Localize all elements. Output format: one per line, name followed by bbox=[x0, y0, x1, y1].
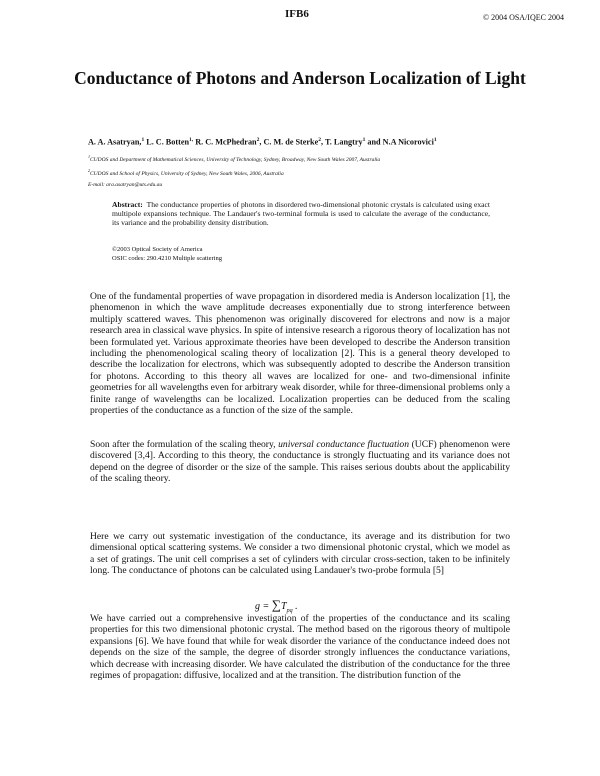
header-code: IFB6 bbox=[285, 8, 309, 20]
abstract-text: The conductance properties of photons in disordered two-dimensional photonic crystals is calculated using exact multipole expansions technique. The Landauer's two-terminal formula is used to calculate the average of the conductance, its variance and the probability density distribution. bbox=[112, 200, 490, 228]
ocis-codes: OSIC codes: 290.4210 Multiple scattering bbox=[112, 255, 222, 262]
author-sup: 2 bbox=[256, 137, 260, 143]
author-name: and N.A Nicorovici bbox=[367, 137, 434, 147]
affiliation-2 bbox=[88, 168, 284, 177]
emphasized-term: universal conductance fluctuation bbox=[278, 439, 410, 450]
abstract-copyright: ©2003 Optical Society of America bbox=[112, 246, 203, 253]
body-paragraph-1: One of the fundamental properties of wave propagation in disordered media is Anderson localization [1], the phenomenon in which the wave amplitude decreases exponentially due to strong interference between multiply scattered waves. This phenomenon was originally discovered for electrons and now is a major research area in classical wave physics. In spite of intensive research a rigorous theory of localization has not been formulated yet. Various approximate theories have been developed to describe the Anderson transition including the phenomenological scaling theory of localization [2]. This is a general theory developed to describe the localization for electrons, which was subsequently adopted to describe the Anderson transition for photons. According to this theory all waves are localized for one- and two-dimensional infinite geometries for all wavelengths even for arbitrary weak disorder, while for three-dimensional problems only a finite range of wavelengths can be localized. Localization properties can be deduced from the scaling properties of the conductance as a function of the size of the sample. bbox=[90, 291, 510, 417]
author-sup: 1 bbox=[362, 137, 366, 143]
author-name: A. A. Asatryan, bbox=[88, 137, 142, 147]
affiliation-1 bbox=[88, 154, 380, 163]
affiliation-sup: 2 bbox=[88, 168, 90, 173]
formula-term: T bbox=[281, 601, 287, 612]
author-sup: 1, bbox=[189, 137, 194, 143]
header-copyright: © 2004 OSA/IQEC 2004 bbox=[483, 13, 564, 22]
affiliation-sup: 1 bbox=[88, 154, 90, 159]
formula-end: . bbox=[292, 601, 298, 612]
paper-title: Conductance of Photons and Anderson Localization of Light bbox=[74, 68, 526, 88]
author-name: R. C. McPhedran bbox=[195, 137, 257, 147]
formula-lhs: g = bbox=[255, 601, 272, 612]
author-email: E-mail: ara.asatryan@uts.edu.au bbox=[88, 182, 163, 188]
author-list: A. A. Asatryan,$^1$ L. C. Botten$^{1,}$ R. C. McPhedran$^2$, C. M. de Sterke$^2$, T. Langtry$^1$ and N.A Nicorovici$^1$ bbox=[88, 137, 437, 147]
author-sup: 1 bbox=[433, 137, 437, 143]
landauer-formula bbox=[255, 597, 298, 614]
body-paragraph-3: Here we carry out systematic investigation of the conductance, its average and its distribution for two dimensional optical scattering systems. We consider a two dimensional photonic crystal, which we model as a set of gratings. The unit cell comprises a set of cylinders with circular cross-section, taken to be infinitely long. The conductance of photons can be calculated using Landauer's two-probe formula [5] bbox=[90, 531, 510, 577]
paragraph-text: Soon after the formulation of the scaling theory, bbox=[90, 439, 279, 450]
author-name: L. C. Botten bbox=[146, 137, 190, 147]
author-name: C. M. de Sterke bbox=[263, 137, 319, 147]
author-name: T. Langtry bbox=[324, 137, 363, 147]
affiliation-text: CUDOS and School of Physics, University of Sydney, New South Wales, 2006, Australia bbox=[90, 170, 284, 177]
abstract-label: Abstract: bbox=[112, 200, 143, 209]
body-paragraph-4: We have carried out a comprehensive investigation of the properties of the conductance and its scaling properties for this two dimensional photonic crystal. The method based on the rigorous theory of multipole expansions [6]. We have found that while for weak disorder the variance of the conductance indeed does not depends on the size of the sample, the degree of disorder strongly influences the conductance variations, which decrease with increasing disorder. We have calculated the distribution of the conductance for the three regimes of propagation: diffusive, localized and at the transition. The distribution function of the bbox=[90, 613, 510, 682]
author-sup: 1 bbox=[141, 137, 145, 143]
author-sup: 2 bbox=[318, 137, 321, 143]
affiliation-text: CUDOS and Department of Mathematical Sciences, University of Technology, Sydney, Broadway, New South Wales 2007, Australia bbox=[90, 156, 381, 163]
formula-subscript: pq bbox=[286, 608, 293, 614]
body-paragraph-2 bbox=[90, 439, 510, 485]
paragraph-text: (UCF) phenomenon were discovered [3,4]. According to this theory, the conductance is strongly fluctuating and its variance does not depend on the degree of disorder or the size of the sample. This raises serious doubts about the applicability of the scaling theory. bbox=[90, 439, 510, 485]
sum-symbol: ∑ bbox=[271, 597, 282, 612]
abstract bbox=[112, 200, 490, 228]
